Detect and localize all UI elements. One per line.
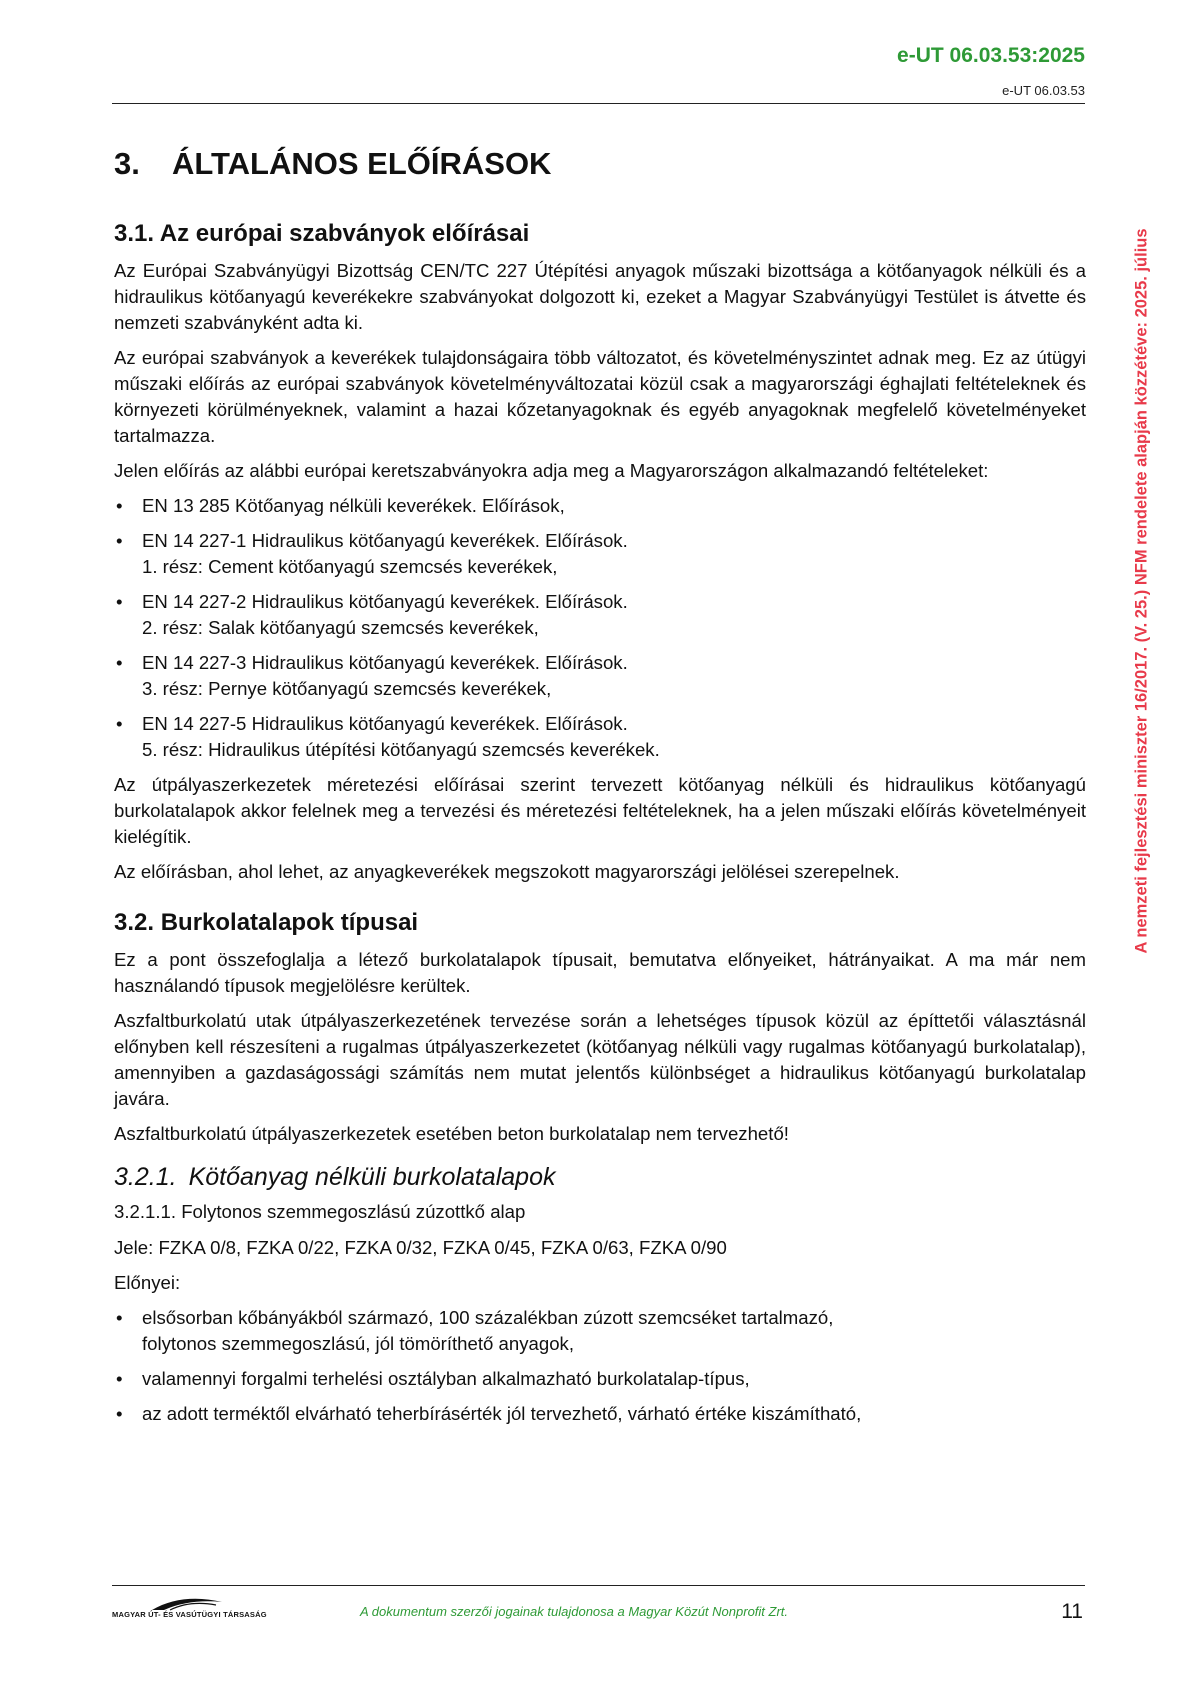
paragraph: Az Európai Szabványügyi Bizottság CEN/TC 227 Útépítési anyagok műszaki bizottsága a kötőanyagok nélküli és a hidraulikus kötőanyagú keverékekre szabványokat dolgozott ki, ezeket a Magyar Szabványügyi Testület is átvette és nemzeti szabványként adta ki. (114, 260, 1086, 333)
section-title-text: ÁLTALÁNOS ELŐÍRÁSOK (172, 146, 552, 181)
list-item-line: EN 14 227-3 Hidraulikus kötőanyagú keverékek. Előírások. (142, 652, 628, 673)
paragraph: Jelen előírás az alábbi európai keretszabványokra adja meg a Magyarországon alkalmazandó feltételeket: (114, 460, 989, 481)
list-item-line2: 5. rész: Hidraulikus útépítési kötőanyagú szemcsés keverékek. (142, 739, 660, 760)
bullet-icon: • (116, 713, 123, 734)
bullet-icon: • (116, 591, 123, 612)
bullet-icon: • (116, 652, 123, 673)
advantages-list (114, 1305, 1086, 1427)
list-item-line2: 1. rész: Cement kötőanyagú szemcsés keverékek, (142, 556, 558, 577)
bullet-icon: • (116, 1307, 123, 1328)
section-3-2-1-heading (114, 1161, 1086, 1193)
document-body (114, 138, 1086, 1436)
paragraph: Ez a pont összefoglalja a létező burkolatalapok típusait, bemutatva előnyeiket, hátrányaikat. A ma már nem használandó típusok megjelölésre kerültek. (114, 949, 1086, 996)
footer-rule (112, 1585, 1085, 1586)
bullet-icon: • (116, 530, 123, 551)
bullet-icon: • (116, 1403, 123, 1424)
paragraph: Aszfaltburkolatú útpályaszerkezetek esetében beton burkolatalap nem tervezhető! (114, 1123, 789, 1144)
list-item-line: valamennyi forgalmi terhelési osztályban alkalmazható burkolatalap-típus, (142, 1368, 750, 1389)
bullet-icon: • (116, 1368, 123, 1389)
advantages-label: Előnyei: (114, 1272, 181, 1293)
list-item-line: elsősorban kőbányákból származó, 100 százalékban zúzott szemcséket tartalmazó, (142, 1307, 834, 1328)
section-3-1-heading: 3.1. Az európai szabványok előírásai (114, 220, 530, 247)
list-item-line: EN 14 227-1 Hidraulikus kötőanyagú keverékek. Előírások. (142, 530, 628, 551)
society-logo (112, 1594, 267, 1624)
list-item (114, 1401, 1086, 1427)
section-number: 3. (114, 146, 140, 181)
logo-text: MAGYAR ÚT- ÉS VASÚTÜGYI TÁRSASÁG (112, 1610, 267, 1619)
list-item-line: EN 14 227-5 Hidraulikus kötőanyagú keverékek. Előírások. (142, 713, 628, 734)
subsection-title: Kötőanyag nélküli burkolatalapok (188, 1163, 556, 1191)
subsection-number: 3.2.1. (114, 1163, 177, 1191)
header-code: e-UT 06.03.53:2025 (897, 44, 1085, 67)
list-item-line: EN 13 285 Kötőanyag nélküli keverékek. Előírások, (142, 495, 565, 516)
subsubsection-heading: 3.2.1.1. Folytonos szemmegoszlású zúzottkő alap (114, 1201, 526, 1222)
list-item (114, 711, 1086, 763)
list-item (114, 1366, 1086, 1392)
header-subcode: e-UT 06.03.53 (1002, 83, 1085, 98)
header-rule (112, 103, 1085, 104)
page-number: 11 (1061, 1600, 1083, 1623)
bullet-icon: • (116, 495, 123, 516)
paragraph: Az európai szabványok a keverékek tulajdonságaira több változatot, és követelményszintet adnak meg. Ez az útügyi műszaki előírás az európai szabványok követelményváltozatai közül csak a magyarországi éghajlati feltételeknek és környezeti körülményeknek, valamint a hazai kőzetanyagoknak és egyéb anyagoknak megfelelő követelményeket tartalmazza. (114, 347, 1086, 446)
list-item-line2: 3. rész: Pernye kötőanyagú szemcsés keverékek, (142, 678, 552, 699)
list-item-line2: folytonos szemmegoszlású, jól tömöríthető anyagok, (142, 1333, 575, 1354)
section-3-title (114, 144, 1086, 184)
list-item (114, 1305, 1086, 1357)
list-item (114, 650, 1086, 702)
list-item-line: az adott terméktől elvárható teherbírásérték jól tervezhető, várható értéke kiszámítható, (142, 1403, 862, 1424)
paragraph: Aszfaltburkolatú utak útpályaszerkezetének tervezése során a lehetséges típusok közül az építtetői választásnál előnyben kell részesíteni a rugalmas útpályaszerkezetet (kötőanyag nélküli vagy rugalmas kötőanyagú burkolatalap), amennyiben a gazdaságossági számítás nem mutat jelentős különbséget a hidraulikus kötőanyagú burkolatalap javára. (114, 1010, 1086, 1109)
designation-line: Jele: FZKA 0/8, FZKA 0/22, FZKA 0/32, FZKA 0/45, FZKA 0/63, FZKA 0/90 (114, 1237, 727, 1258)
list-item-line2: 2. rész: Salak kötőanyagú szemcsés keverékek, (142, 617, 539, 638)
list-item (114, 528, 1086, 580)
paragraph: Az útpályaszerkezetek méretezési előírásai szerint tervezett kötőanyag nélküli és hidraulikus kötőanyagú burkolatalapok akkor felelnek meg a tervezési és méretezési feltételeknek, ha a jelen műszaki előírás követelményeit kielégítik. (114, 774, 1086, 847)
paragraph: Az előírásban, ahol lehet, az anyagkeverékek megszokott magyarországi jelölései szerepelnek. (114, 861, 900, 882)
side-note-text: A nemzeti fejlesztési miniszter 16/2017. (V. 25.) NFM rendelete alapján közzétéve: 2025. július (1132, 228, 1151, 954)
list-item (114, 589, 1086, 641)
copyright-note: A dokumentum szerzői jogainak tulajdonosa a Magyar Közút Nonprofit Zrt. (360, 1604, 789, 1619)
list-item-line: EN 14 227-2 Hidraulikus kötőanyagú keverékek. Előírások. (142, 591, 628, 612)
standards-list (114, 493, 1086, 763)
section-3-2-heading: 3.2. Burkolatalapok típusai (114, 909, 419, 936)
list-item (114, 493, 1086, 519)
